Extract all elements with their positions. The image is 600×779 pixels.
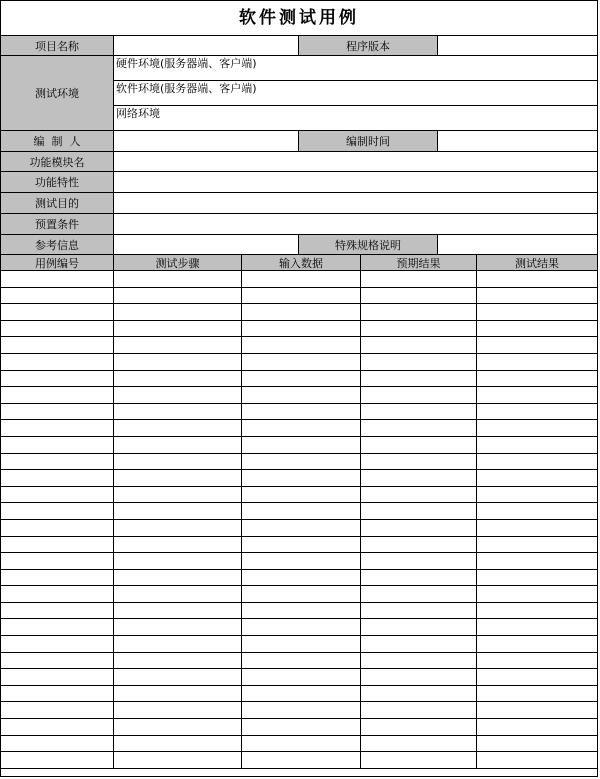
expected-result-cell[interactable] (361, 387, 477, 404)
test-result-cell[interactable] (477, 702, 597, 719)
case-id-cell[interactable] (1, 570, 114, 587)
input-data-cell[interactable] (242, 387, 361, 404)
input-data-cell[interactable] (242, 520, 361, 537)
test-result-cell[interactable] (477, 503, 597, 520)
expected-result-cell[interactable] (361, 420, 477, 437)
date-label: 编制时间 (299, 131, 438, 152)
test-steps-cell[interactable] (114, 288, 242, 305)
case-id-cell[interactable] (1, 437, 114, 454)
test-steps-cell[interactable] (114, 586, 242, 603)
input-data-cell[interactable] (242, 686, 361, 703)
test-result-cell[interactable] (477, 271, 597, 288)
test-result-cell[interactable] (477, 437, 597, 454)
expected-result-cell[interactable] (361, 321, 477, 338)
table-row (1, 437, 597, 454)
reference-field[interactable] (114, 235, 299, 255)
test-result-cell[interactable] (477, 719, 597, 736)
case-id-cell[interactable] (1, 487, 114, 504)
test-result-cell[interactable] (477, 387, 597, 404)
test-result-cell[interactable] (477, 736, 597, 753)
test-steps-cell[interactable] (114, 537, 242, 554)
input-data-cell[interactable] (242, 619, 361, 636)
env-software-line[interactable]: 软件环境(服务器端、客户端) (114, 81, 597, 106)
expected-result-cell[interactable] (361, 603, 477, 620)
test-result-cell[interactable] (477, 537, 597, 554)
spec-label: 特殊规格说明 (299, 235, 438, 255)
test-result-cell[interactable] (477, 337, 597, 354)
input-data-cell[interactable] (242, 437, 361, 454)
expected-result-cell[interactable] (361, 288, 477, 305)
expected-result-cell[interactable] (361, 437, 477, 454)
test-steps-cell[interactable] (114, 404, 242, 421)
input-data-cell[interactable] (242, 404, 361, 421)
expected-result-cell[interactable] (361, 636, 477, 653)
environment-label: 测试环境 (1, 56, 114, 131)
test-steps-cell[interactable] (114, 719, 242, 736)
row-environment (1, 56, 597, 131)
test-result-cell[interactable] (477, 321, 597, 338)
sheet-title: 软件测试用例 (1, 1, 597, 36)
test-result-cell[interactable] (477, 304, 597, 321)
table-row (1, 288, 597, 305)
project-name-label: 项目名称 (1, 36, 114, 56)
case-id-cell[interactable] (1, 586, 114, 603)
purpose-field[interactable] (114, 193, 597, 214)
input-data-cell[interactable] (242, 669, 361, 686)
test-steps-cell[interactable] (114, 570, 242, 587)
case-id-cell[interactable] (1, 404, 114, 421)
test-steps-cell[interactable] (114, 354, 242, 371)
expected-result-cell[interactable] (361, 553, 477, 570)
expected-result-cell[interactable] (361, 371, 477, 388)
module-field[interactable] (114, 152, 597, 172)
expected-result-cell[interactable] (361, 686, 477, 703)
precondition-field[interactable] (114, 214, 597, 235)
expected-result-cell[interactable] (361, 653, 477, 670)
test-steps-cell[interactable] (114, 553, 242, 570)
test-result-cell[interactable] (477, 520, 597, 537)
input-data-cell[interactable] (242, 752, 361, 769)
table-row (1, 553, 597, 570)
input-data-cell[interactable] (242, 653, 361, 670)
table-row (1, 304, 597, 321)
date-field[interactable] (438, 131, 597, 152)
test-steps-cell[interactable] (114, 503, 242, 520)
test-result-cell[interactable] (477, 586, 597, 603)
case-id-cell[interactable] (1, 752, 114, 769)
feature-field[interactable] (114, 172, 597, 193)
case-id-cell[interactable] (1, 420, 114, 437)
row-project (1, 36, 597, 56)
table-row (1, 653, 597, 670)
expected-result-cell[interactable] (361, 669, 477, 686)
col-test-result: 测试结果 (477, 255, 597, 271)
reference-label: 参考信息 (1, 235, 114, 255)
feature-label: 功能特性 (1, 172, 114, 193)
table-row (1, 736, 597, 753)
input-data-cell[interactable] (242, 337, 361, 354)
test-result-cell[interactable] (477, 371, 597, 388)
table-row (1, 520, 597, 537)
table-row (1, 669, 597, 686)
test-result-cell[interactable] (477, 470, 597, 487)
table-row (1, 371, 597, 388)
test-result-cell[interactable] (477, 686, 597, 703)
table-row (1, 752, 597, 769)
table-row (1, 337, 597, 354)
input-data-cell[interactable] (242, 304, 361, 321)
input-data-cell[interactable] (242, 288, 361, 305)
expected-result-cell[interactable] (361, 337, 477, 354)
expected-result-cell[interactable] (361, 570, 477, 587)
input-data-cell[interactable] (242, 570, 361, 587)
table-row (1, 271, 597, 288)
input-data-cell[interactable] (242, 636, 361, 653)
table-row (1, 420, 597, 437)
input-data-cell[interactable] (242, 503, 361, 520)
expected-result-cell[interactable] (361, 503, 477, 520)
test-steps-cell[interactable] (114, 387, 242, 404)
row-precondition (1, 214, 597, 235)
expected-result-cell[interactable] (361, 454, 477, 471)
expected-result-cell[interactable] (361, 537, 477, 554)
case-id-cell[interactable] (1, 686, 114, 703)
row-module (1, 152, 597, 172)
project-name-field[interactable] (114, 36, 299, 56)
case-id-cell[interactable] (1, 636, 114, 653)
test-result-cell[interactable] (477, 653, 597, 670)
env-hardware-line[interactable]: 硬件环境(服务器端、客户端) (114, 56, 597, 81)
test-steps-cell[interactable] (114, 271, 242, 288)
table-row (1, 719, 597, 736)
table-row (1, 686, 597, 703)
test-steps-cell[interactable] (114, 420, 242, 437)
input-data-cell[interactable] (242, 736, 361, 753)
module-label: 功能模块名 (1, 152, 114, 172)
test-steps-cell[interactable] (114, 371, 242, 388)
input-data-cell[interactable] (242, 354, 361, 371)
table-row (1, 321, 597, 338)
row-author (1, 131, 597, 152)
case-id-cell[interactable] (1, 503, 114, 520)
test-steps-cell[interactable] (114, 321, 242, 338)
case-id-cell[interactable] (1, 653, 114, 670)
case-id-cell[interactable] (1, 669, 114, 686)
test-result-cell[interactable] (477, 420, 597, 437)
input-data-cell[interactable] (242, 371, 361, 388)
case-id-cell[interactable] (1, 271, 114, 288)
test-result-cell[interactable] (477, 636, 597, 653)
expected-result-cell[interactable] (361, 752, 477, 769)
table-row (1, 603, 597, 620)
case-id-cell[interactable] (1, 537, 114, 554)
expected-result-cell[interactable] (361, 586, 477, 603)
table-row (1, 487, 597, 504)
expected-result-cell[interactable] (361, 470, 477, 487)
case-id-cell[interactable] (1, 520, 114, 537)
expected-result-cell[interactable] (361, 354, 477, 371)
test-result-cell[interactable] (477, 603, 597, 620)
input-data-cell[interactable] (242, 420, 361, 437)
row-reference (1, 235, 597, 255)
test-steps-cell[interactable] (114, 437, 242, 454)
input-data-cell[interactable] (242, 271, 361, 288)
expected-result-cell[interactable] (361, 736, 477, 753)
env-network-line[interactable]: 网络环境 (116, 107, 160, 120)
test-steps-cell[interactable] (114, 304, 242, 321)
test-steps-cell[interactable] (114, 520, 242, 537)
case-id-cell[interactable] (1, 553, 114, 570)
test-result-cell[interactable] (477, 288, 597, 305)
test-result-cell[interactable] (477, 404, 597, 421)
purpose-label: 测试目的 (1, 193, 114, 214)
test-steps-cell[interactable] (114, 337, 242, 354)
table-row (1, 619, 597, 636)
case-id-cell[interactable] (1, 321, 114, 338)
test-result-cell[interactable] (477, 487, 597, 504)
test-result-cell[interactable] (477, 570, 597, 587)
case-id-cell[interactable] (1, 304, 114, 321)
expected-result-cell[interactable] (361, 619, 477, 636)
row-feature (1, 172, 597, 193)
author-label: 编 制 人 (1, 131, 114, 152)
table-row (1, 470, 597, 487)
input-data-cell[interactable] (242, 553, 361, 570)
spec-field[interactable] (438, 235, 597, 255)
table-row (1, 387, 597, 404)
input-data-cell[interactable] (242, 487, 361, 504)
test-result-cell[interactable] (477, 354, 597, 371)
table-row (1, 404, 597, 421)
test-steps-cell[interactable] (114, 636, 242, 653)
environment-lines (114, 56, 597, 131)
input-data-cell[interactable] (242, 537, 361, 554)
input-data-cell[interactable] (242, 470, 361, 487)
test-result-cell[interactable] (477, 553, 597, 570)
case-id-cell[interactable] (1, 337, 114, 354)
input-data-cell[interactable] (242, 586, 361, 603)
test-result-cell[interactable] (477, 752, 597, 769)
expected-result-cell[interactable] (361, 520, 477, 537)
test-steps-cell[interactable] (114, 653, 242, 670)
table-row (1, 570, 597, 587)
case-id-cell[interactable] (1, 354, 114, 371)
table-row (1, 354, 597, 371)
table-row (1, 702, 597, 719)
test-result-cell[interactable] (477, 454, 597, 471)
version-label: 程序版本 (299, 36, 438, 56)
input-data-cell[interactable] (242, 321, 361, 338)
test-steps-cell[interactable] (114, 603, 242, 620)
case-id-cell[interactable] (1, 702, 114, 719)
col-input-data: 输入数据 (242, 255, 361, 271)
expected-result-cell[interactable] (361, 702, 477, 719)
test-steps-cell[interactable] (114, 752, 242, 769)
col-case-id: 用例编号 (1, 255, 114, 271)
test-result-cell[interactable] (477, 669, 597, 686)
test-steps-cell[interactable] (114, 669, 242, 686)
col-expected-result: 预期结果 (361, 255, 477, 271)
case-id-cell[interactable] (1, 387, 114, 404)
input-data-cell[interactable] (242, 702, 361, 719)
author-field[interactable] (114, 131, 299, 152)
test-steps-cell[interactable] (114, 619, 242, 636)
table-row (1, 503, 597, 520)
test-steps-cell[interactable] (114, 454, 242, 471)
table-row (1, 586, 597, 603)
case-table-body (1, 271, 597, 769)
table-row (1, 454, 597, 471)
expected-result-cell[interactable] (361, 719, 477, 736)
case-table-header (1, 255, 597, 271)
expected-result-cell[interactable] (361, 404, 477, 421)
case-id-cell[interactable] (1, 470, 114, 487)
input-data-cell[interactable] (242, 603, 361, 620)
case-id-cell[interactable] (1, 719, 114, 736)
input-data-cell[interactable] (242, 454, 361, 471)
case-id-cell[interactable] (1, 371, 114, 388)
case-id-cell[interactable] (1, 603, 114, 620)
test-steps-cell[interactable] (114, 487, 242, 504)
input-data-cell[interactable] (242, 719, 361, 736)
test-steps-cell[interactable] (114, 686, 242, 703)
expected-result-cell[interactable] (361, 304, 477, 321)
precondition-label: 预置条件 (1, 214, 114, 235)
expected-result-cell[interactable] (361, 487, 477, 504)
case-id-cell[interactable] (1, 619, 114, 636)
test-steps-cell[interactable] (114, 470, 242, 487)
table-row (1, 636, 597, 653)
test-steps-cell[interactable] (114, 736, 242, 753)
test-result-cell[interactable] (477, 619, 597, 636)
row-purpose (1, 193, 597, 214)
version-field[interactable] (438, 36, 597, 56)
table-row (1, 537, 597, 554)
expected-result-cell[interactable] (361, 271, 477, 288)
case-id-cell[interactable] (1, 454, 114, 471)
case-id-cell[interactable] (1, 288, 114, 305)
col-test-steps: 测试步骤 (114, 255, 242, 271)
test-steps-cell[interactable] (114, 702, 242, 719)
case-id-cell[interactable] (1, 736, 114, 753)
